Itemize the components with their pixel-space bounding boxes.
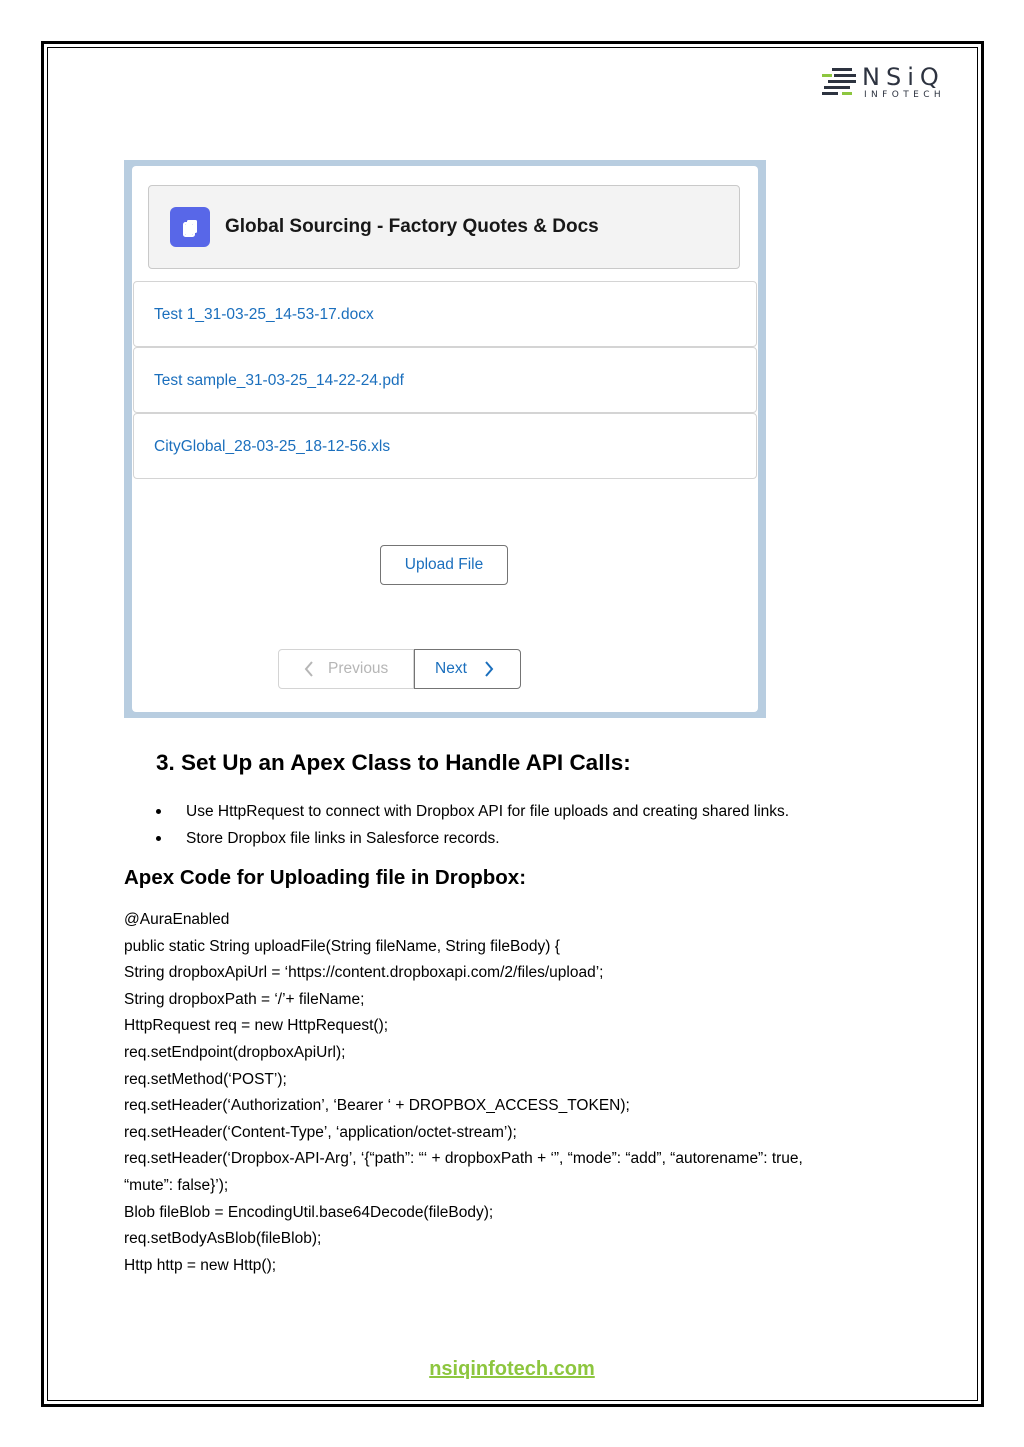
bullet-list — [156, 798, 789, 852]
code-line: Blob fileBlob = EncodingUtil.base64Decode(fileBody); — [124, 1203, 494, 1221]
code-line: HttpRequest req = new HttpRequest(); — [124, 1017, 389, 1035]
code-heading: Apex Code for Uploading file in Dropbox: — [124, 866, 527, 889]
section-heading: 3. Set Up an Apex Class to Handle API Calls: — [156, 750, 631, 775]
code-line: req.setHeader(‘Content-Type’, ‘application/octet-stream’); — [124, 1123, 517, 1141]
logo-name: NSiQ — [862, 63, 945, 91]
code-line: req.setHeader(‘Dropbox-API-Arg’, ‘{“path”: “‘ + dropboxPath + ‘”, “mode”: “add”, “autorename”: true, — [124, 1150, 803, 1168]
file-link[interactable]: CityGlobal_28-03-25_18-12-56.xls — [154, 438, 391, 455]
list-item — [156, 798, 789, 825]
list-item — [133, 281, 757, 347]
next-label: Next — [435, 660, 467, 677]
chevron-left-icon — [303, 650, 315, 703]
nsiq-logo — [818, 64, 958, 104]
bullet-icon — [156, 836, 161, 841]
code-line: String dropboxApiUrl = ‘https://content.dropboxapi.com/2/files/upload’; — [124, 964, 604, 982]
card-title: Global Sourcing - Factory Quotes & Docs — [225, 216, 599, 237]
website-link[interactable]: nsiqinfotech.com — [429, 1358, 595, 1380]
code-line: req.setEndpoint(dropboxApiUrl); — [124, 1043, 346, 1061]
next-button[interactable] — [414, 649, 521, 689]
previous-label: Previous — [328, 660, 389, 677]
chevron-right-icon — [483, 650, 495, 703]
previous-button[interactable] — [278, 649, 414, 689]
file-link[interactable]: Test 1_31-03-25_14-53-17.docx — [154, 306, 374, 323]
file-link[interactable]: Test sample_31-03-25_14-22-24.pdf — [154, 372, 404, 389]
code-line: Http http = new Http(); — [124, 1256, 277, 1274]
logo-subtitle: INFOTECH — [864, 90, 946, 100]
embedded-screenshot — [124, 160, 766, 718]
card-header — [148, 185, 740, 269]
code-block — [124, 907, 914, 1279]
code-line: req.setMethod(‘POST’); — [124, 1070, 287, 1088]
file-copy-icon — [170, 207, 210, 247]
bullet-text: Use HttpRequest to connect with Dropbox API for file uploads and creating shared links. — [186, 803, 790, 820]
upload-file-button[interactable]: Upload File — [380, 545, 508, 585]
code-line: req.setBodyAsBlob(fileBlob); — [124, 1230, 322, 1248]
code-line: String dropboxPath = ‘/’+ fileName; — [124, 990, 365, 1008]
code-line: public static String uploadFile(String fileName, String fileBody) { — [124, 937, 560, 955]
bullet-icon — [156, 809, 161, 814]
list-item — [133, 413, 757, 479]
bullet-text: Store Dropbox file links in Salesforce records. — [186, 830, 500, 847]
code-line: “mute”: false}’); — [124, 1176, 229, 1194]
file-list-card — [132, 166, 758, 712]
list-item — [156, 825, 789, 852]
code-line: @AuraEnabled — [124, 911, 230, 928]
list-item — [133, 347, 757, 413]
code-line: req.setHeader(‘Authorization’, ‘Bearer ‘ + DROPBOX_ACCESS_TOKEN); — [124, 1097, 630, 1115]
